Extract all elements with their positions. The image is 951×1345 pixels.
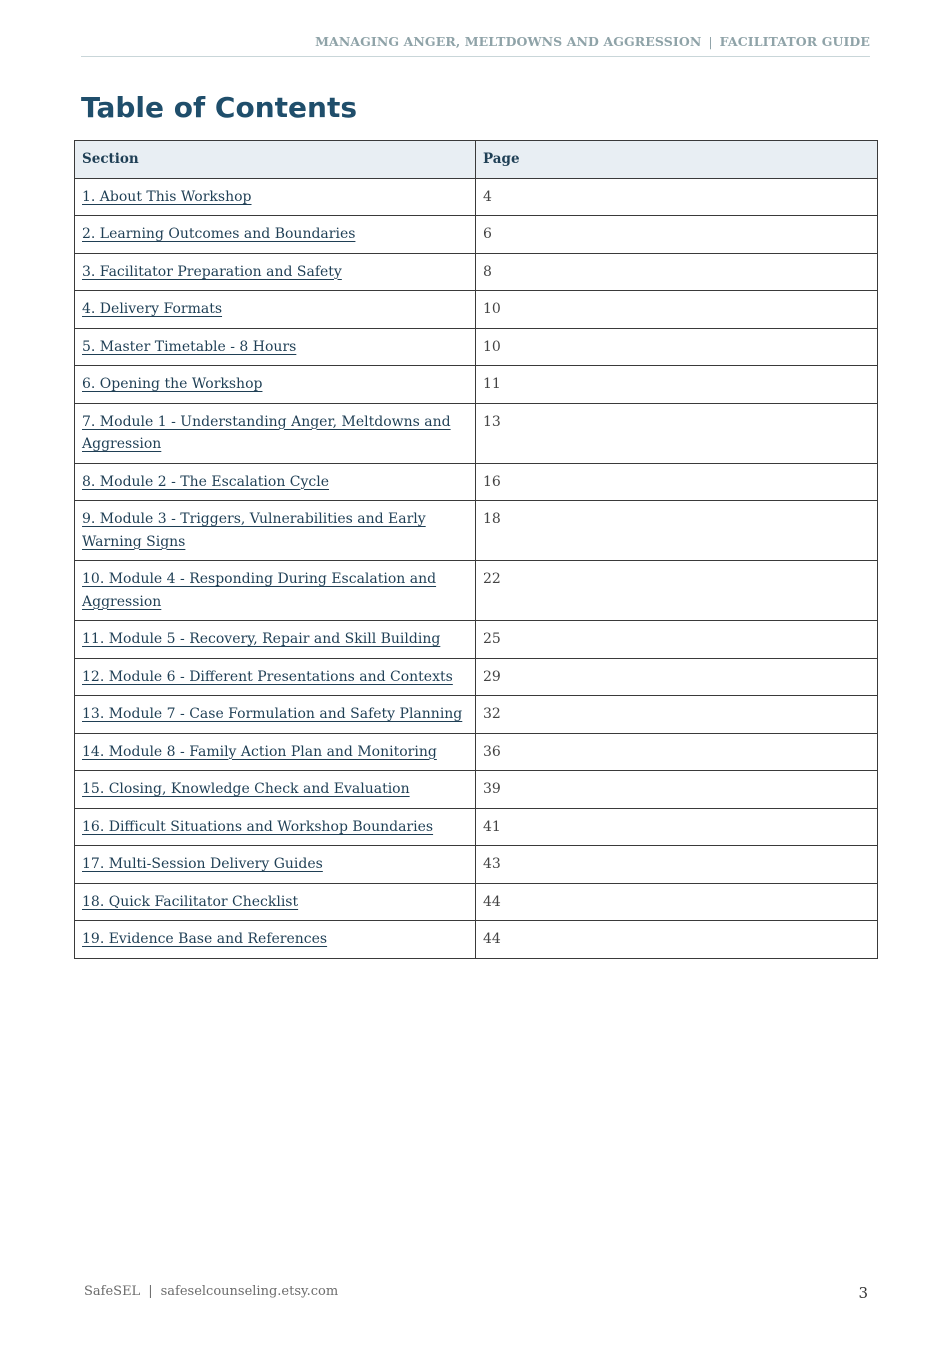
page-title: Table of Contents [81, 91, 358, 124]
toc-page-number: 8 [476, 253, 878, 291]
toc-section-cell [75, 463, 476, 501]
toc-section-cell [75, 253, 476, 291]
toc-page-number: 41 [476, 808, 878, 846]
toc-page-number: 10 [476, 328, 878, 366]
toc-section-cell [75, 771, 476, 809]
toc-page-number: 39 [476, 771, 878, 809]
toc-page-number: 18 [476, 501, 878, 561]
toc-page-number: 36 [476, 733, 878, 771]
table-row [75, 883, 878, 921]
toc-page-number: 25 [476, 621, 878, 659]
footer-separator: | [148, 1284, 153, 1299]
toc-section-link[interactable]: 11. Module 5 - Recovery, Repair and Skill Building [82, 631, 441, 647]
toc-page-number: 6 [476, 216, 878, 254]
running-header [315, 34, 870, 49]
toc-section-link[interactable]: 8. Module 2 - The Escalation Cycle [82, 473, 330, 490]
toc-section-cell [75, 883, 476, 921]
table-row [75, 846, 878, 884]
toc-page-number: 11 [476, 366, 878, 404]
table-row [75, 808, 878, 846]
toc-section-link[interactable]: 14. Module 8 - Family Action Plan and Monitoring [82, 743, 437, 760]
toc-section-cell [75, 501, 476, 561]
toc-section-cell [75, 178, 476, 216]
toc-section-link[interactable]: 19. Evidence Base and References [82, 931, 328, 947]
table-row [75, 771, 878, 809]
toc-section-cell [75, 366, 476, 404]
toc-section-link[interactable]: 18. Quick Facilitator Checklist [82, 893, 299, 910]
toc-section-cell [75, 403, 476, 463]
toc-section-cell [75, 696, 476, 734]
footer-brand: SafeSEL [84, 1284, 141, 1299]
toc-section-link[interactable]: 12. Module 6 - Different Presentations and Contexts [82, 668, 453, 685]
toc-column-header-page: Page [476, 141, 878, 179]
toc-section-link[interactable]: 4. Delivery Formats [82, 301, 223, 317]
footer-website: safeselcounseling.etsy.com [160, 1284, 339, 1299]
table-row [75, 921, 878, 959]
page-number: 3 [858, 1284, 868, 1302]
toc-section-link[interactable]: 10. Module 4 - Responding During Escalation and Aggression [82, 571, 437, 610]
toc-section-link[interactable]: 3. Facilitator Preparation and Safety [82, 263, 342, 280]
toc-section-link[interactable]: 5. Master Timetable - 8 Hours [82, 338, 297, 355]
toc-section-cell [75, 808, 476, 846]
toc-page-number: 44 [476, 921, 878, 959]
toc-header-row [75, 141, 878, 179]
toc-page-number: 44 [476, 883, 878, 921]
toc-section-cell [75, 921, 476, 959]
toc-section-link[interactable]: 2. Learning Outcomes and Boundaries [82, 226, 356, 242]
toc-section-cell [75, 561, 476, 621]
table-row [75, 501, 878, 561]
toc-page-number: 4 [476, 178, 878, 216]
toc-page-number: 10 [476, 291, 878, 329]
toc-section-link[interactable]: 9. Module 3 - Triggers, Vulnerabilities and Early Warning Signs [82, 511, 426, 550]
table-row [75, 696, 878, 734]
toc-page-number: 32 [476, 696, 878, 734]
toc-page-number: 22 [476, 561, 878, 621]
table-row [75, 658, 878, 696]
toc-section-cell [75, 328, 476, 366]
toc-section-cell [75, 216, 476, 254]
table-row [75, 733, 878, 771]
toc-page-number: 29 [476, 658, 878, 696]
toc-section-cell [75, 658, 476, 696]
toc-page-number: 16 [476, 463, 878, 501]
toc-section-link[interactable]: 1. About This Workshop [82, 188, 252, 205]
table-row [75, 463, 878, 501]
toc-section-link[interactable]: 15. Closing, Knowledge Check and Evaluation [82, 781, 410, 797]
table-row [75, 403, 878, 463]
toc-page-number: 43 [476, 846, 878, 884]
running-header-separator: | [708, 34, 713, 49]
table-row [75, 253, 878, 291]
table-row [75, 561, 878, 621]
toc-section-cell [75, 846, 476, 884]
table-row [75, 621, 878, 659]
header-divider [81, 56, 870, 57]
toc-section-link[interactable]: 17. Multi-Session Delivery Guides [82, 856, 323, 872]
toc-section-cell [75, 291, 476, 329]
footer [84, 1284, 338, 1299]
table-row [75, 216, 878, 254]
table-row [75, 328, 878, 366]
toc-body [75, 178, 878, 958]
toc-section-link[interactable]: 6. Opening the Workshop [82, 376, 263, 392]
toc-page-number: 13 [476, 403, 878, 463]
toc-section-link[interactable]: 16. Difficult Situations and Workshop Boundaries [82, 818, 434, 835]
toc-section-link[interactable]: 13. Module 7 - Case Formulation and Safety Planning [82, 706, 463, 722]
toc-section-cell [75, 621, 476, 659]
table-row [75, 178, 878, 216]
toc-section-link[interactable]: 7. Module 1 - Understanding Anger, Meltdowns and Aggression [82, 413, 451, 452]
running-header-subtitle: FACILITATOR GUIDE [719, 34, 870, 49]
toc-table [74, 140, 878, 959]
table-row [75, 291, 878, 329]
table-row [75, 366, 878, 404]
toc-column-header-section: Section [75, 141, 476, 179]
toc-section-cell [75, 733, 476, 771]
running-header-title: MANAGING ANGER, MELTDOWNS AND AGGRESSION [315, 34, 702, 49]
